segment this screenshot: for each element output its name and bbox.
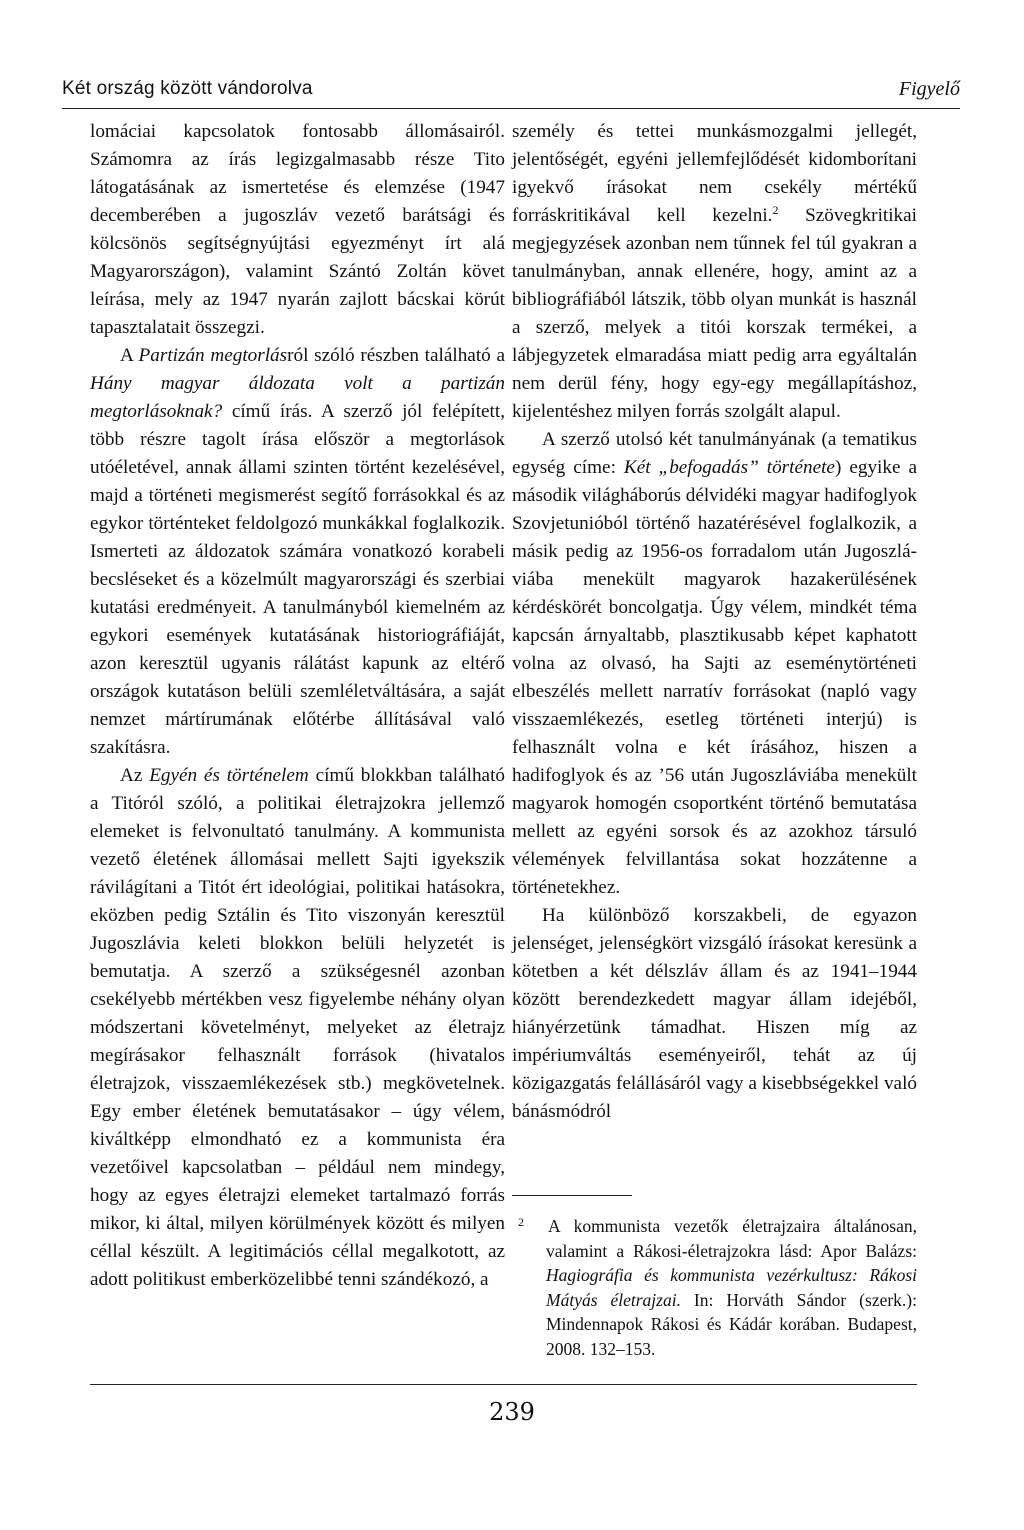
paragraph-text: A [120,345,139,366]
footnote-text: A kommunista vezetők életrajzaira általánosan, valamint a Rákosi-életrajzokra lásd: Apor Balázs: [546,1216,917,1261]
running-header [62,72,960,109]
paragraph [512,902,917,1126]
paragraph [90,762,505,1294]
bottom-divider [90,1384,917,1385]
paragraph-text: ról szóló részben található a [287,345,505,366]
paragraph [90,342,505,762]
header-section: Figyelő [898,78,960,100]
paragraph-text: Az [120,765,150,786]
left-column [90,118,505,1294]
footnote [512,1210,917,1361]
paragraph [90,118,505,342]
paragraph [512,426,917,902]
italic-title: Hány magyar áldozata volt a partizán megtorlásoknak? [90,373,505,422]
page-number: 239 [489,1398,535,1426]
italic-title: Két „befogadás” története [623,457,835,478]
paragraph-text: ) egyike a második világháborús délvidéki magyar hadifoglyok Szovjetunióból történő hazatérésével foglalkozik, a másik pedig az 1956-os forradalom után Jugoszláviába menekült magyarok hazakerülésének kérdéskörét boncolgatja. Úgy vélem, mindkét téma kapcsán árnyaltabb, plasztikusabb képet kaphatott volna az olvasó, ha Sajti az eseménytörténeti elbeszélés mellett narratív forrásokat (napló vagy visszaemlékezés, esetleg történeti interjú) is felhasznált volna e két írásához, hiszen a hadifoglyok és az ’56 után Jugoszláviába menekült magyarok homogén csoportként történő bemutatása mellett az egyéni sorsok és az azokhoz társuló vélemények felvillantása sokat hozzátenne a történetekhez. [512,457,917,898]
paragraph-text: című blokkban található a Titóról szóló, a politikai életrajzokra jellemző elemeket is felvonultató tanulmány. A kommunista vezető életének állomásai mellett Sajti igyekszik rávilágítani a Titót ért ideológiai, politikai hatásokra, eközben pedig Sztálin és Tito viszonyán keresztül Jugoszlávia keleti blokkon belüli helyzetét is bemutatja. A szerző a szükségesnél azonban csekélyebb mértékben vesz figyelembe néhány olyan módszertani követelményt, melyeket az életrajz megírásakor felhasznált források (hivatalos életrajzok, visszaemlékezések stb.) megkövetelnek. Egy ember életének bemutatásakor – úgy vélem, kiváltképp elmondható ez a kommunista éra vezetőivel kapcsolatban – például nem mindegy, hogy az egyes életrajzi elemeket tartalmazó forrás mikor, ki által, milyen körülmények között és milyen céllal készült. A legitimációs céllal megalkotott, az adott politikust emberközelibbé tenni szándékozó, a [90,765,505,1290]
paragraph-text: Ha különböző korszakbeli, de egyazon jelenséget, jelenségkört vizsgáló írásokat keresünk a kötetben a két délszláv állam és az 1941–1944 között berendezkedett magyar állam idejéből, hiányérzetünk támadhat. Hiszen míg az impériumváltás eseményeiről, tehát az új közigazgatás felállásáról vagy a kisebbségekkel való bánásmódról [512,905,917,1122]
footnote-number: 2 [518,1215,524,1229]
footnote-divider [512,1195,632,1196]
paragraph-text: lomáciai kapcsolatok fontosabb állomásairól. Számomra az írás legizgalmasabb része Tito látogatásának az ismertetése és elemzése (1947 decemberében a jugoszláv vezető barátsági és kölcsönös segítségnyújtási egyezményt írt alá Magyarországon), valamint Szántó Zoltán követ leírása, mely az 1947 nyarán zajlott bácskai körút tapasztalatait összegzi. [90,121,505,338]
footnote-italic: Hagiográfia és kommunista vezérkultusz: Rákosi Mátyás életrajzai. [546,1265,917,1310]
paragraph [512,118,917,426]
paragraph-text: A szerző utolsó két tanulmányának (a tematikus egység címe: [512,429,917,478]
right-column [512,118,917,1126]
footnote-reference: 2 [772,203,779,217]
paragraph-text: személy és tettei munkásmozgalmi jellegét, jelentőségét, egyéni jellemfejlődését kidomborítani igyekvő írásokat nem csekély mértékű forráskritikával kell kezelni. [512,121,917,226]
paragraph-text: Szövegkritikai megjegyzések azonban nem tűnnek fel túl gyakran a tanulmányban, annak ellenére, hogy, amint az a bibliográfiából látszik, több olyan munkát is használ a szerző, melyek a titói korszak termékei, a lábjegyzetek elmaradása miatt pedig arra egyáltalán nem derül fény, hogy egy-egy megállapításhoz, kijelentéshez milyen forrás szolgált alapul. [512,205,918,422]
header-title: Két ország között vándorolva [62,78,313,99]
italic-title: Egyén és történelem [149,765,309,786]
italic-title: Partizán megtorlás [138,345,288,366]
paragraph-text: című írás. A szerző jól felépített, több részre tagolt írása először a megtorlások utóéletével, annak állami szinten történt kezelésével, majd a történeti megismerést segítő forrásokkal és az egykor történteket feldolgozó munkákkal foglalkozik. Ismerteti az áldozatok számára vonatkozó korabeli becsléseket és a közelmúlt magyarországi és szerbiai kutatási eredményeit. A tanulmányból kiemelném az egykori események kutatásának historiográfiáját, azon keresztül ugyanis rálátást kapunk az eltérő országok kutatáson belüli szemléletváltására, a saját nemzet mártírumának előtérbe állításával való szakításra. [90,401,505,758]
footnote-text: In: Horváth Sándor (szerk.): Mindennapok Rákosi és Kádár korában. Budapest, 2008. 132–153. [546,1289,917,1359]
